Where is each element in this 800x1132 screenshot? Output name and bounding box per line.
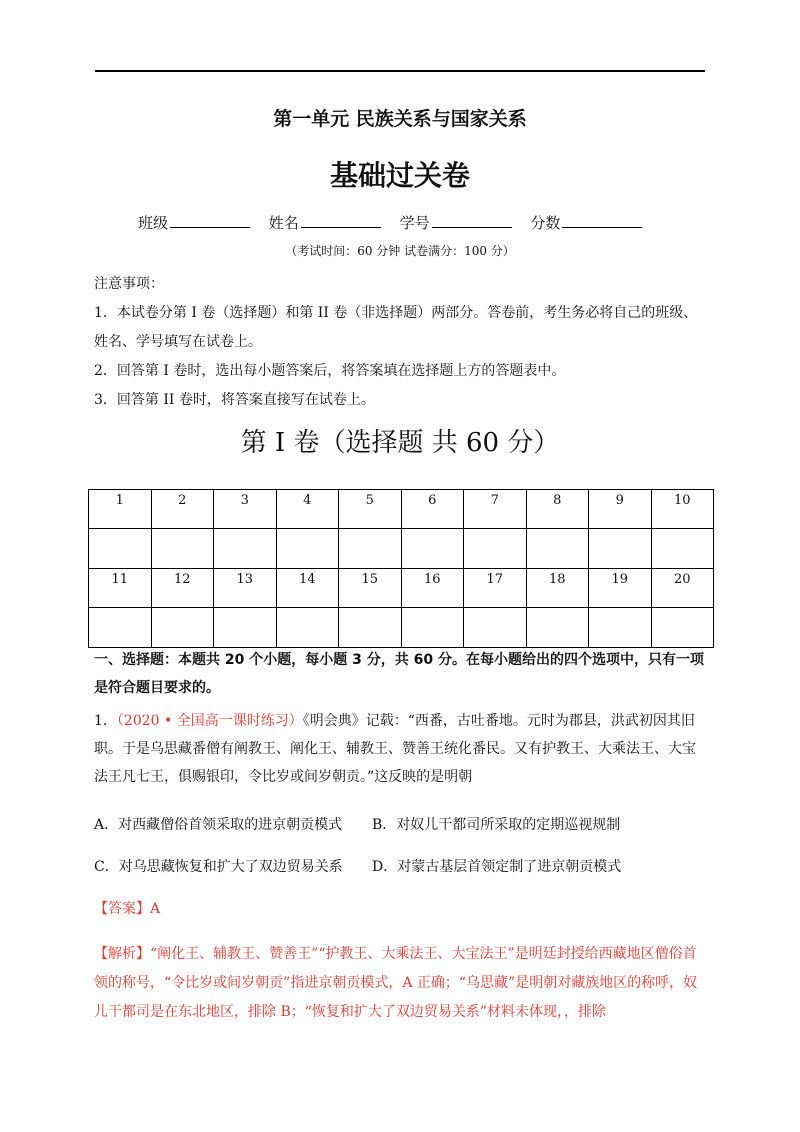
option-a[interactable]: A．对西藏僧俗首领采取的进京朝贡模式 (94, 817, 343, 833)
name-blank[interactable] (301, 213, 381, 228)
name-label: 姓名 (268, 214, 299, 232)
answer-number-cell: 12 (151, 569, 214, 608)
answer-number-cell: 16 (401, 569, 464, 608)
answer-number-cell: 8 (526, 490, 589, 529)
option-d[interactable]: D．对蒙古基层首领定制了进京朝贡模式 (372, 859, 622, 875)
class-label: 班级 (138, 214, 169, 232)
score-label: 分数 (530, 214, 561, 232)
answer-number-cell: 13 (214, 569, 277, 608)
note-item: 3．回答第 II 卷时，将答案直接写在试卷上。 (94, 392, 375, 408)
answer-blank-cell[interactable] (89, 608, 152, 648)
answer-number-cell: 9 (589, 490, 652, 529)
score-blank[interactable] (562, 213, 642, 228)
question-number: 1． (94, 713, 117, 729)
answer-blank-cell[interactable] (464, 529, 527, 569)
answer-number-cell: 5 (339, 490, 402, 529)
answer-table (88, 489, 714, 648)
question-section-heading: 一、选择题：本题共 20 个小题，每小题 3 分，共 60 分。在每小题给出的四个选项中，只有一项是符合题目要求的。 (94, 652, 704, 696)
answer-blank-cell[interactable] (526, 529, 589, 569)
unit-title: 第一单元 民族关系与国家关系 (273, 108, 527, 130)
answer-blank-cell[interactable] (464, 608, 527, 648)
answer-number-cell: 7 (464, 490, 527, 529)
section-title: 第 I 卷（选择题 共 60 分） (240, 428, 560, 458)
student-id-label: 学号 (399, 214, 430, 232)
answer-number-cell: 17 (464, 569, 527, 608)
notes-section (94, 270, 708, 415)
answer-blank-cell[interactable] (526, 608, 589, 648)
note-item: 2．回答第 I 卷时，选出每小题答案后，将答案填在选择题上方的答题表中。 (94, 363, 566, 379)
answer-blank-cell[interactable] (589, 529, 652, 569)
answer-number-cell: 20 (651, 569, 714, 608)
class-blank[interactable] (170, 213, 250, 228)
answer-blank-cell[interactable] (276, 529, 339, 569)
answer-number-cell: 1 (89, 490, 152, 529)
answer-blank-cell[interactable] (401, 529, 464, 569)
answer-blank-cell[interactable] (214, 529, 277, 569)
student-info-line (138, 212, 656, 233)
answer-blank-cell[interactable] (339, 529, 402, 569)
answer-number-cell: 2 (151, 490, 214, 529)
answer-number-cell: 18 (526, 569, 589, 608)
note-item: 1．本试卷分第 I 卷（选择题）和第 II 卷（非选择题）两部分。答卷前，考生务必将自己的班级、姓名、学号填写在试卷上。 (94, 305, 698, 350)
answer-number-cell: 10 (651, 490, 714, 529)
class-field[interactable] (138, 214, 250, 232)
answer-blank-cell[interactable] (339, 608, 402, 648)
score-field[interactable] (530, 214, 642, 232)
question-text: 《明会典》记载：“西番，古吐番地。元时为郡县，洪武初因其旧职。于是乌思藏番僧有阐教王、阐化王、辅教王、赞善王统化番民。又有护教王、大乘法王、大宝法王凡七王，俱赐银印，令比岁或间岁朝贡。”这反映的是明朝 (94, 713, 696, 785)
answer-blank-cell[interactable] (276, 608, 339, 648)
answer-label: 【答案】A (94, 901, 161, 917)
answer-number-cell: 4 (276, 490, 339, 529)
student-id-blank[interactable] (432, 213, 512, 228)
notes-title: 注意事项： (94, 276, 164, 292)
answer-blank-cell[interactable] (89, 529, 152, 569)
answer-number-cell: 19 (589, 569, 652, 608)
top-rule (95, 70, 705, 72)
answer-blank-cell[interactable] (401, 608, 464, 648)
answer-blank-cell[interactable] (151, 529, 214, 569)
answer-blank-cell[interactable] (151, 608, 214, 648)
question-1 (94, 707, 708, 791)
answer-number-cell: 3 (214, 490, 277, 529)
answer-number-cell: 14 (276, 569, 339, 608)
analysis-text: 【解析】“阐化王、辅教王、赞善王”“护教王、大乘法王、大宝法王”是明廷封授给西藏地区僧俗首领的称号，“令比岁或间岁朝贡”指进京朝贡模式，A 正确；“乌思藏”是明朝对藏族地区的称呼，奴儿干都司是在东北地区，排除 B；“恢复和扩大了双边贸易关系”材料未体现，，排除 (94, 946, 698, 1020)
answer-blank-cell[interactable] (589, 608, 652, 648)
answer-blank-cell[interactable] (651, 529, 714, 569)
option-b[interactable]: B．对奴儿干都司所采取的定期巡视规制 (372, 817, 621, 833)
answer-number-cell: 15 (339, 569, 402, 608)
answer-number-cell: 6 (401, 490, 464, 529)
student-id-field[interactable] (400, 214, 512, 232)
answer-blank-cell[interactable] (651, 608, 714, 648)
exam-time-note: （考试时间：60 分钟 试卷满分：100 分） (285, 244, 515, 258)
answer-blank-cell[interactable] (214, 608, 277, 648)
answer-number-cell: 11 (89, 569, 152, 608)
option-c[interactable]: C．对乌思藏恢复和扩大了双边贸易关系 (94, 859, 343, 875)
name-field[interactable] (269, 214, 381, 232)
page-title: 基础过关卷 (329, 159, 470, 192)
question-source: （2020 • 全国高一课时练习） (116, 713, 303, 729)
